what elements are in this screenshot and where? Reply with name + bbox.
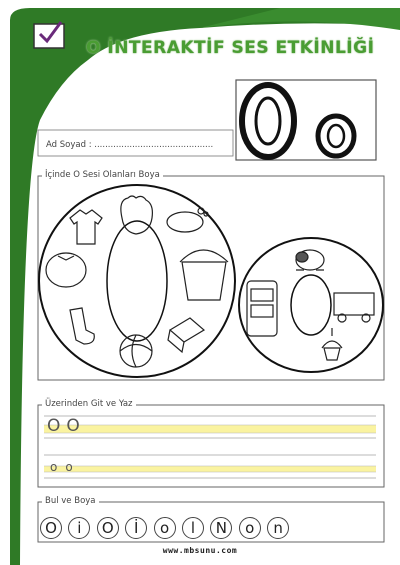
checkbox-icon [34,22,64,48]
letter-circle[interactable]: n [267,517,289,539]
letter-circle[interactable]: o [239,517,261,539]
letter-circle[interactable]: O [40,517,62,539]
find-section-title: Bul ve Boya [42,496,99,506]
letter-circle[interactable]: O [97,517,119,539]
name-field[interactable] [46,140,213,150]
trace-letter[interactable]: O [47,416,67,436]
trace-row-1-guides [44,416,376,438]
letter-circle[interactable]: l [182,517,204,539]
trace-letter[interactable]: o [65,460,81,474]
footer-url: www.mbsunu.com [162,546,238,555]
name-field-label: Ad Soyad : [46,140,92,150]
trace-letter[interactable]: o [50,460,66,474]
big-letter-O-outline [242,85,294,157]
letter-circle[interactable]: i [68,517,90,539]
color-section-title: İçinde O Sesi Olanları Boya [42,170,163,180]
trace-section-box [38,405,384,487]
letter-circle[interactable]: İ [125,517,147,539]
page-title: O İNTERAKTİF SES ETKİNLİĞİ [86,38,375,58]
big-letter-o-outline [318,116,354,156]
find-letters-row [40,514,370,542]
trace-section-title: Üzerinden Git ve Yaz [42,399,136,409]
name-field-dots: ............................................ [94,140,214,150]
trace-row-1 [47,415,86,437]
letter-circle[interactable]: N [210,517,232,539]
giant-letter-O [39,185,235,377]
letter-circle[interactable]: o [154,517,176,539]
trace-row-2 [50,459,81,475]
trace-letter[interactable]: O [66,416,86,436]
trace-row-2-guides [44,455,376,478]
